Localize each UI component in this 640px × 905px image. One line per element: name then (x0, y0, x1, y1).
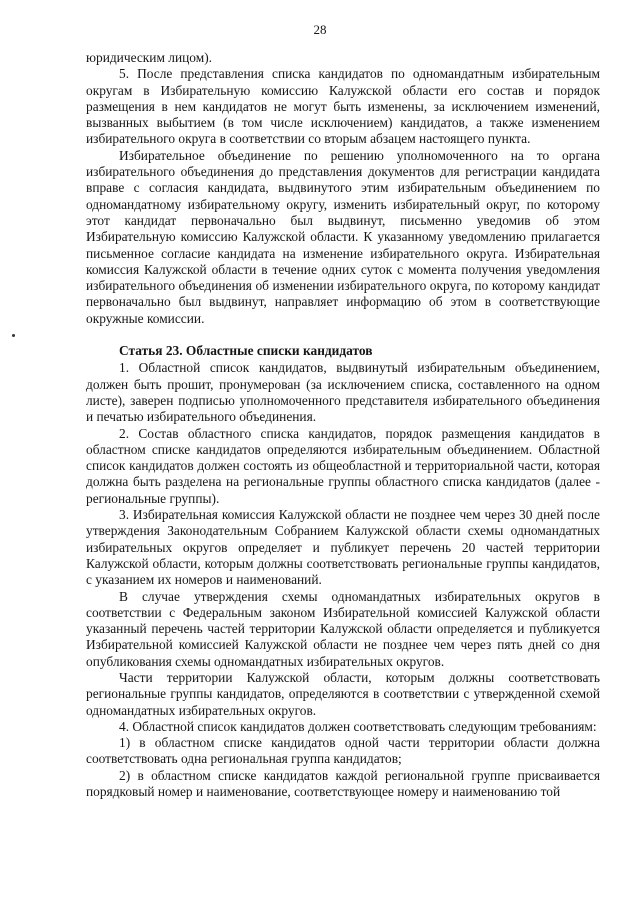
page-number: 28 (313, 22, 327, 37)
paragraph: 1. Областной список кандидатов, выдвинутый избирательным объединением, должен быть прошит, пронумерован (за исключением списка, составленного на одном листе), заверен подписью уполномоченного представителя избирательного объединения и печатью избирательного объединения. (86, 360, 600, 425)
document-body (86, 50, 600, 800)
paragraph: 5. После представления списка кандидатов по одномандатным избирательным округам в Избирательную комиссию Калужской области его состав и порядок размещения в нем кандидатов не могут быть изменены, за исключением изменений, вызванных выбытием (в том числе исключением) кандидатов, а также изменением избирательного округа в соответствии со вторым абзацем настоящего пункта. (86, 66, 600, 147)
margin-mark (12, 334, 15, 337)
paragraph: В случае утверждения схемы одномандатных избирательных округов в соответствии с Федеральным законом Избирательной комиссией Калужской области указанный перечень частей территории Калужской области определяется и публикуется Избирательной комиссией Калужской области не позднее чем через пять дней со дня опубликования схемы одномандатных избирательных округов. (86, 588, 600, 669)
paragraph: юридическим лицом). (86, 50, 213, 65)
article-heading: Статья 23. Областные списки кандидатов (119, 343, 373, 359)
paragraph: Части территории Калужской области, которым должны соответствовать региональные группы кандидатов, определяются в соответствии с утвержденной схемой одномандатных избирательных округов. (86, 669, 600, 718)
spacer (86, 327, 600, 333)
paragraph: 2) в областном списке кандидатов каждой региональной группе присваивается порядковый номер и наименование, соответствующее номеру и наименованию той (86, 767, 600, 800)
paragraph: 2. Состав областного списка кандидатов, порядок размещения кандидатов в областном списке кандидатов определяются избирательным объединением. Областной список кандидатов должен состоять из общеобластной и территориальной части, которая должна быть разделена на региональные группы областного списка кандидатов (далее - региональные группы). (86, 425, 600, 506)
paragraph: 3. Избирательная комиссия Калужской области не позднее чем через 30 дней после утверждения Законодательным Собранием Калужской области схемы одномандатных избирательных округов определяет и публикует перечень 20 частей территории Калужской области, которым должны соответствовать региональные группы кандидатов, с указанием их номеров и наименований. (86, 507, 600, 588)
paragraph: Избирательное объединение по решению уполномоченного на то органа избирательного объединения до представления документов для регистрации кандидата вправе с согласия кандидата, выдвинутого этим избирательным объединением по одномандатному избирательному округу, изменить избирательный округ, по которому этот кандидат первоначально был выдвинут, письменно уведомив об этом Избирательную комиссию Калужской области. К указанному уведомлению прилагается письменное согласие кандидата на изменение избирательного округа. Избирательная комиссия Калужской области в течение одних суток с момента получения уведомления избирательного объединения об изменении избирательного округа, по которому кандидат первоначально был выдвинут, направляет информацию об этом в соответствующие окружные комиссии. (86, 147, 600, 326)
paragraph: 1) в областном списке кандидатов одной части территории области должна соответствовать одна региональная группа кандидатов; (86, 735, 600, 767)
paragraph: 4. Областной список кандидатов должен соответствовать следующим требованиям: (119, 718, 597, 734)
